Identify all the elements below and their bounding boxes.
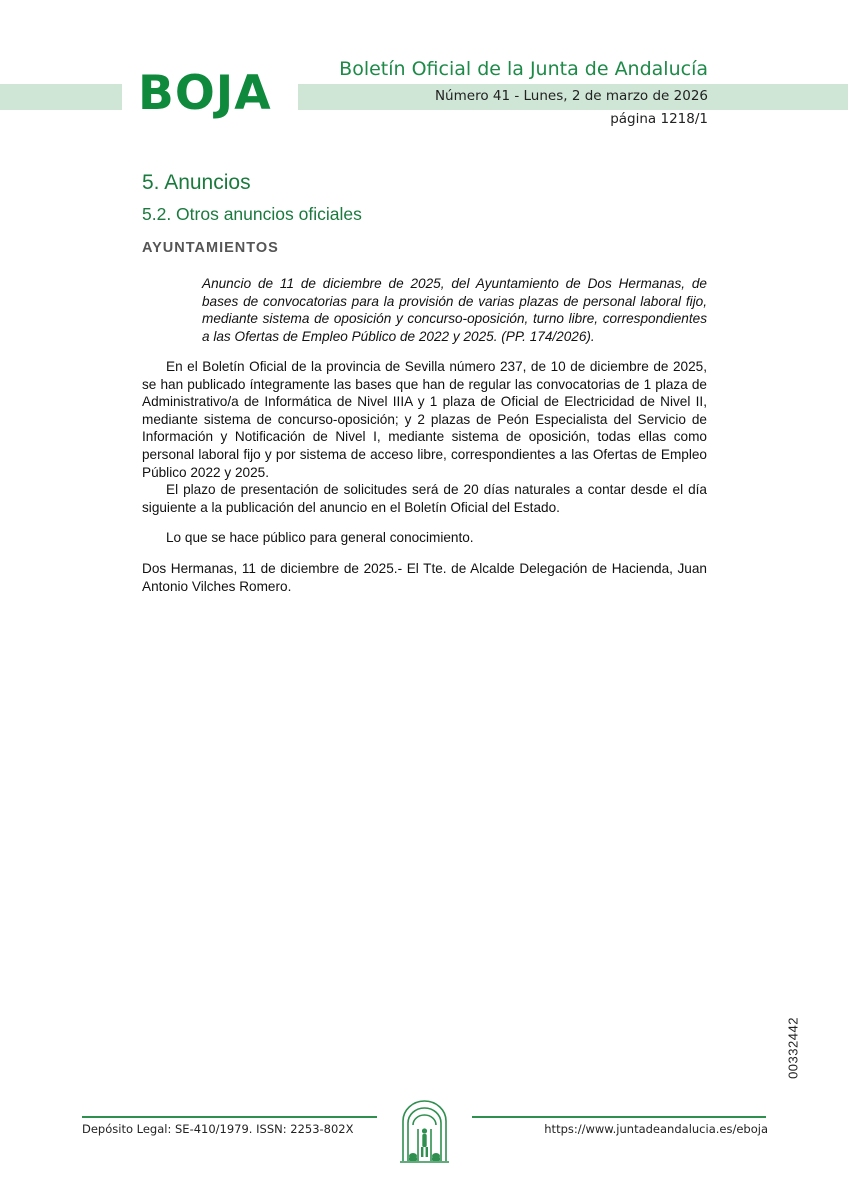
footer-url[interactable]: https://www.juntadeandalucia.es/eboja: [544, 1122, 768, 1136]
announcement-body: [142, 358, 707, 595]
andalucia-emblem-icon: [397, 1099, 452, 1167]
serial-number: 00332442: [785, 1017, 801, 1079]
category-heading: AYUNTAMIENTOS: [142, 240, 279, 256]
announcement-summary: Anuncio de 11 de diciembre de 2025, del Ayuntamiento de Dos Hermanas, de bases de convocatorias para la provisión de varias plazas de personal laboral fijo, mediante sistema de oposición y concurso-oposición, turno libre, correspondientes a las Ofertas de Empleo Público de 2022 y 2025. (PP. 174/2026).: [202, 276, 707, 344]
closing-paragraph: Lo que se hace público para general conocimiento.: [166, 530, 474, 546]
footer-rule-left: [82, 1116, 377, 1118]
footer-rule-right: [472, 1116, 766, 1118]
legal-deposit: Depósito Legal: SE-410/1979. ISSN: 2253-802X: [82, 1122, 354, 1136]
bulletin-title: Boletín Oficial de la Junta de Andalucía: [339, 58, 708, 80]
body-paragraph: En el Boletín Oficial de la provincia de Sevilla número 237, de 10 de diciembre de 2025, se han publicado íntegramente las bases que han de regular las convocatorias de 1 plaza de Administrativo/a de Informática de Nivel IIIA y 1 plaza de Oficial de Electricidad de Nivel II, mediante sistema de concurso-oposición; y 2 plazas de Peón Especialista del Servicio de Información y Notificación de Nivel I, mediante sistema de oposición, todas ellas como personal laboral fijo y por sistema de acceso libre, correspondientes a las Ofertas de Empleo Público 2022 y 2025.: [142, 359, 707, 480]
body-paragraph: El plazo de presentación de solicitudes será de 20 días naturales a contar desde el día siguiente a la publicación del anuncio en el Boletín Oficial del Estado.: [142, 482, 707, 515]
issue-line: Número 41 - Lunes, 2 de marzo de 2026: [434, 88, 708, 104]
signature-block: Dos Hermanas, 11 de diciembre de 2025.- El Tte. de Alcalde Delegación de Hacienda, Juan Antonio Vilches Romero.: [142, 560, 707, 594]
subsection-title: 5.2. Otros anuncios oficiales: [142, 204, 362, 224]
boja-logo: BOJA: [138, 66, 272, 121]
section-title: 5. Anuncios: [142, 171, 251, 194]
page-reference: página 1218/1: [610, 111, 708, 127]
header-band-left: [0, 84, 122, 110]
